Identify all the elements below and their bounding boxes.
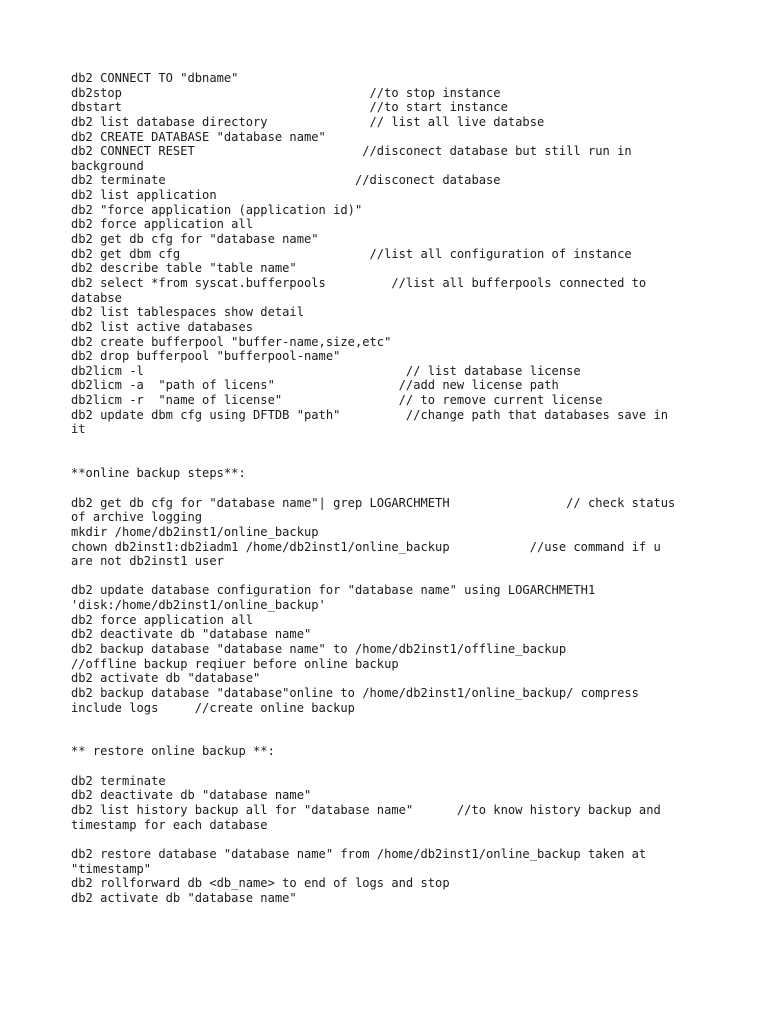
document-line: db2 backup database "database"online to /home/db2inst1/online_backup/ compress xyxy=(71,685,639,700)
document-line: db2 get db cfg for "database name"| grep LOGARCHMETH // check status xyxy=(71,495,676,510)
document-line: chown db2inst1:db2iadm1 /home/db2inst1/online_backup //use command if u xyxy=(71,539,661,554)
document-line xyxy=(71,481,711,496)
document-line: are not db2inst1 user xyxy=(71,554,224,569)
document-line: db2 rollforward db <db_name> to end of logs and stop xyxy=(71,876,450,891)
document-line: db2 force application all xyxy=(71,612,254,627)
document-line: db2 CONNECT RESET //disconect database but still run in xyxy=(71,144,632,159)
document-line: **online backup steps**: xyxy=(71,466,246,481)
document-line: 'disk:/home/db2inst1/online_backup' xyxy=(71,598,326,613)
document-line: db2 list database directory // list all live databse xyxy=(71,114,545,129)
document-line: db2licm -r "name of license" // to remove current license xyxy=(71,393,603,408)
document-line: db2 get dbm cfg //list all configuration of instance xyxy=(71,246,632,261)
document-line: db2 update database configuration for "database name" using LOGARCHMETH1 xyxy=(71,583,596,598)
document-line: db2 select *from syscat.bufferpools //list all bufferpools connected to xyxy=(71,275,647,290)
document-line: db2 update dbm cfg using DFTDB "path" //change path that databases save in xyxy=(71,407,669,422)
document-line: db2 deactivate db "database name" xyxy=(71,788,312,803)
document-line: db2 activate db "database" xyxy=(71,671,261,686)
document-line: db2 get db cfg for "database name" xyxy=(71,232,319,247)
document-line: db2 CREATE DATABASE "database name" xyxy=(71,129,326,144)
document-line: databse xyxy=(71,290,122,305)
document-line: timestamp for each database xyxy=(71,817,268,832)
document-line xyxy=(71,715,711,730)
document-line: db2 list history backup all for "database name" //to know history backup and xyxy=(71,803,661,818)
document-line: db2 backup database "database name" to /home/db2inst1/offline_backup xyxy=(71,641,567,656)
document-line: db2 describe table "table name" xyxy=(71,261,297,276)
document-line xyxy=(71,452,711,467)
document-line: db2licm -l // list database license xyxy=(71,363,581,378)
document-line: of archive logging xyxy=(71,510,203,525)
document-line: db2 list application xyxy=(71,188,217,203)
document-line: db2 "force application (application id)" xyxy=(71,202,363,217)
document-line: dbstart //to start instance xyxy=(71,100,508,115)
document-line: db2 CONNECT TO "dbname" xyxy=(71,71,239,85)
document-line: db2 list active databases xyxy=(71,319,254,334)
document-line: include logs //create online backup xyxy=(71,700,355,715)
document-line xyxy=(71,569,711,584)
document-line: db2 list tablespaces show detail xyxy=(71,305,304,320)
document-line: it xyxy=(71,422,86,437)
document-line: ** restore online backup **: xyxy=(71,744,275,759)
document-line: background xyxy=(71,158,144,173)
document-line: db2stop //to stop instance xyxy=(71,85,501,100)
document-line xyxy=(71,730,711,745)
document-line: db2 terminate xyxy=(71,773,166,788)
document-line: "timestamp" xyxy=(71,861,152,876)
document-line: mkdir /home/db2inst1/online_backup xyxy=(71,524,319,539)
document-line: db2licm -a "path of licens" //add new license path xyxy=(71,378,559,393)
document-line: db2 deactivate db "database name" xyxy=(71,627,312,642)
document-line xyxy=(71,832,711,847)
document-line: db2 create bufferpool "buffer-name,size,etc" xyxy=(71,334,392,349)
document-line: db2 restore database "database name" from /home/db2inst1/online_backup taken at xyxy=(71,846,647,861)
document-line: db2 terminate //disconect database xyxy=(71,173,501,188)
document-text-block xyxy=(71,71,711,906)
document-line: db2 drop bufferpool "bufferpool-name" xyxy=(71,349,341,364)
document-line: db2 force application all xyxy=(71,217,254,232)
document-line xyxy=(71,759,711,774)
document-line: db2 activate db "database name" xyxy=(71,890,297,905)
document-line xyxy=(71,437,711,452)
document-line: //offline backup reqiuer before online backup xyxy=(71,656,399,671)
